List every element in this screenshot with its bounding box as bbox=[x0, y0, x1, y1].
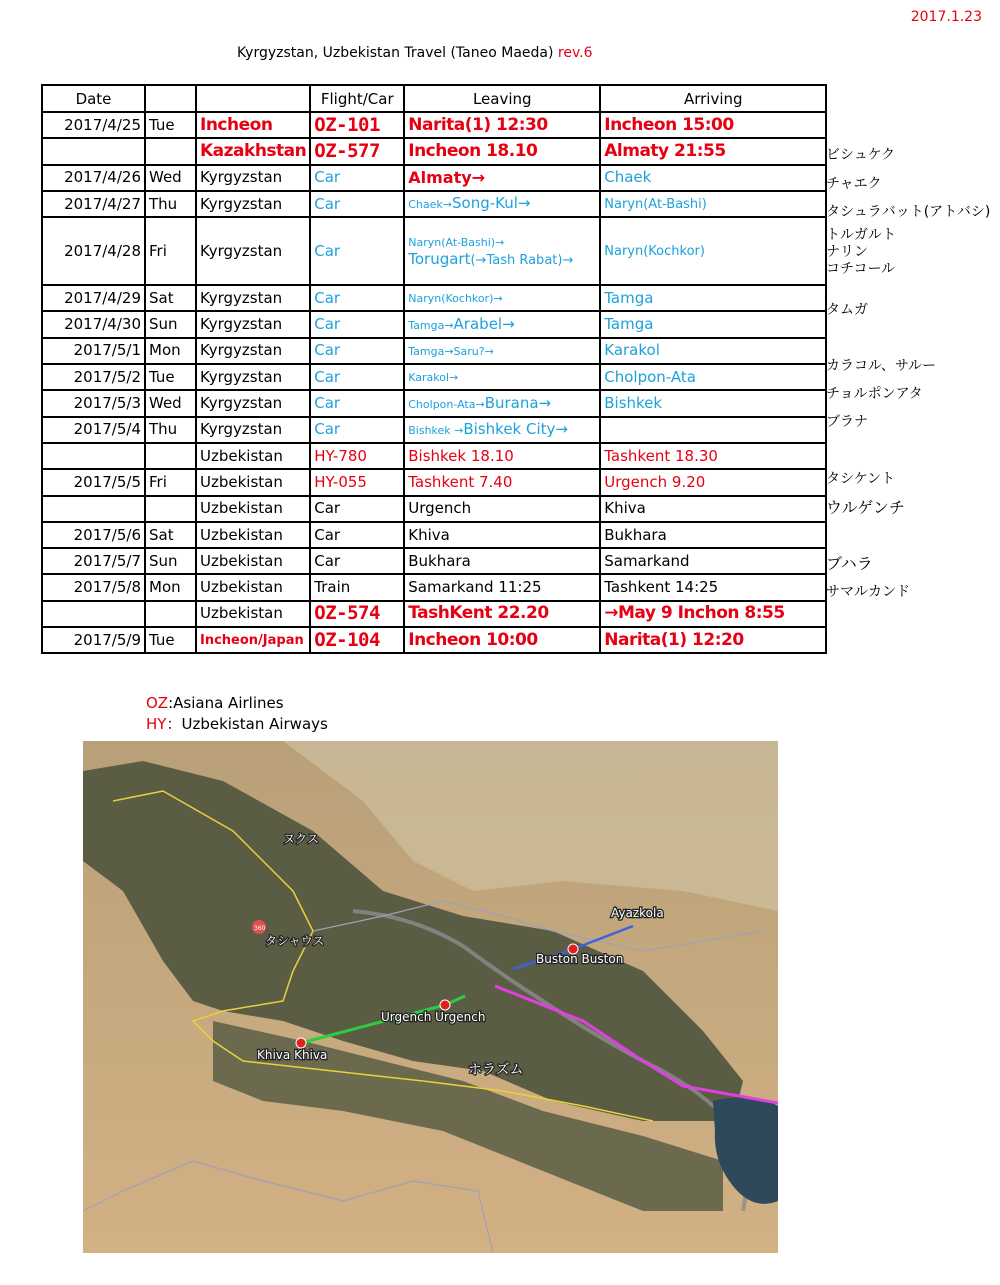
row-flight: Car bbox=[310, 217, 404, 285]
label-khorezm: ホラズム bbox=[468, 1062, 524, 1078]
row-date: 2017/4/29 bbox=[42, 285, 145, 311]
row-leaving: Bishkek 18.10 bbox=[404, 443, 600, 469]
row-date: 2017/4/26 bbox=[42, 165, 145, 191]
row-flight: Car bbox=[310, 522, 404, 548]
table-row bbox=[42, 390, 826, 416]
row-leaving bbox=[404, 217, 600, 285]
row-place: Kyrgyzstan bbox=[196, 417, 310, 443]
label-buston: Buston Buston bbox=[536, 952, 624, 966]
row-arriving: Urgench 9.20 bbox=[600, 469, 826, 495]
row-flight: Car bbox=[310, 496, 404, 522]
table-row bbox=[42, 191, 826, 217]
row-flight: Car bbox=[310, 364, 404, 390]
row-day: Tue bbox=[145, 112, 196, 138]
note-burana: ブラナ bbox=[826, 414, 868, 430]
label-dashoguz: タシャウス bbox=[265, 934, 325, 948]
leaving-large: Bishkek City→ bbox=[463, 419, 568, 438]
row-arriving: Tashkent 18.30 bbox=[600, 443, 826, 469]
table-row bbox=[42, 417, 826, 443]
leaving-line2b: (→Tash Rabat)→ bbox=[470, 252, 574, 268]
leaving-small: Karakol→ bbox=[408, 371, 459, 385]
legend-code: OZ bbox=[146, 694, 169, 712]
row-place: Kyrgyzstan bbox=[196, 285, 310, 311]
row-place: Kyrgyzstan bbox=[196, 217, 310, 285]
row-date: 2017/5/1 bbox=[42, 338, 145, 364]
row-day: Fri bbox=[145, 217, 196, 285]
row-date: 2017/5/7 bbox=[42, 548, 145, 574]
leaving-line1: Naryn(At-Bashi)→ bbox=[408, 235, 505, 249]
leaving-small: Tamga→ bbox=[408, 318, 454, 332]
header-leaving: Leaving bbox=[404, 85, 600, 112]
row-day: Tue bbox=[145, 627, 196, 653]
legend-sep: : bbox=[168, 694, 174, 712]
row-leaving: Narita(1) 12:30 bbox=[404, 112, 600, 138]
row-day: Mon bbox=[145, 338, 196, 364]
label-nukus: ヌクス bbox=[283, 832, 319, 846]
row-leaving bbox=[404, 417, 600, 443]
note-torugart: トルガルト bbox=[826, 227, 896, 243]
row-date: 2017/4/28 bbox=[42, 217, 145, 285]
row-arriving: Tashkent 14:25 bbox=[600, 574, 826, 600]
header-arriving: Arriving bbox=[600, 85, 826, 112]
row-arriving: Tamga bbox=[600, 311, 826, 337]
label-ayazkala: Ayazkola bbox=[611, 906, 664, 920]
table-row bbox=[42, 601, 826, 627]
row-day: Thu bbox=[145, 417, 196, 443]
note-samarkand: サマルカンド bbox=[826, 584, 910, 600]
header-date: Date bbox=[42, 85, 145, 112]
row-day: Thu bbox=[145, 191, 196, 217]
row-place: Uzbekistan bbox=[196, 574, 310, 600]
label-urgench: Urgench Urgench bbox=[381, 1010, 486, 1024]
row-date: 2017/5/8 bbox=[42, 574, 145, 600]
row-leaving bbox=[404, 338, 600, 364]
legend-item bbox=[146, 714, 328, 735]
leaving-small: Tamga→Saru?→ bbox=[408, 344, 494, 358]
leaving-large: Song-Kul→ bbox=[452, 194, 531, 213]
leaving-small: Naryn(Kochkor)→ bbox=[408, 292, 503, 306]
row-day: Wed bbox=[145, 390, 196, 416]
satellite-map bbox=[83, 741, 778, 1253]
leaving-large: Arabel→ bbox=[453, 314, 515, 333]
table-row bbox=[42, 285, 826, 311]
row-leaving: Almaty→ bbox=[404, 165, 600, 191]
note-urgench: ウルゲンチ bbox=[826, 498, 905, 517]
row-date: 2017/5/2 bbox=[42, 364, 145, 390]
row-day bbox=[145, 138, 196, 164]
row-flight: Car bbox=[310, 338, 404, 364]
row-flight: HY-055 bbox=[310, 469, 404, 495]
revision-label: rev.6 bbox=[557, 45, 593, 61]
row-leaving bbox=[404, 191, 600, 217]
row-leaving: TashKent 22.20 bbox=[404, 601, 600, 627]
row-date: 2017/5/6 bbox=[42, 522, 145, 548]
document-title bbox=[237, 45, 593, 61]
row-date: 2017/4/25 bbox=[42, 112, 145, 138]
row-place: Incheon/Japan bbox=[196, 627, 310, 653]
legend-item bbox=[146, 693, 328, 714]
legend-sep: ： bbox=[166, 715, 182, 733]
row-day: Fri bbox=[145, 469, 196, 495]
leaving-small: Chaek→ bbox=[408, 198, 452, 212]
row-day: Mon bbox=[145, 574, 196, 600]
airline-legend bbox=[146, 693, 328, 735]
table-row bbox=[42, 364, 826, 390]
row-arriving: Incheon 15:00 bbox=[600, 112, 826, 138]
row-place: Uzbekistan bbox=[196, 548, 310, 574]
row-day: Sat bbox=[145, 522, 196, 548]
row-place: Incheon bbox=[196, 112, 310, 138]
row-day: Tue bbox=[145, 364, 196, 390]
row-arriving: Almaty 21:55 bbox=[600, 138, 826, 164]
row-arriving: Cholpon-Ata bbox=[600, 364, 826, 390]
row-flight: Car bbox=[310, 191, 404, 217]
row-place: Uzbekistan bbox=[196, 522, 310, 548]
leaving-small: Bishkek → bbox=[408, 423, 464, 437]
schedule-table bbox=[41, 84, 827, 654]
row-flight: Train bbox=[310, 574, 404, 600]
row-place: Kyrgyzstan bbox=[196, 390, 310, 416]
table-row bbox=[42, 165, 826, 191]
row-day bbox=[145, 601, 196, 627]
legend-name: Uzbekistan Airways bbox=[181, 715, 328, 733]
row-place: Uzbekistan bbox=[196, 469, 310, 495]
note-kochkor: コチコール bbox=[826, 261, 896, 277]
row-flight: Car bbox=[310, 390, 404, 416]
table-row bbox=[42, 574, 826, 600]
row-leaving bbox=[404, 390, 600, 416]
note-bukhara: ブハラ bbox=[826, 554, 873, 573]
row-date: 2017/4/27 bbox=[42, 191, 145, 217]
row-leaving: Samarkand 11:25 bbox=[404, 574, 600, 600]
table-row bbox=[42, 138, 826, 164]
note-tashkent: タシケント bbox=[826, 471, 896, 487]
row-place: Kyrgyzstan bbox=[196, 191, 310, 217]
row-arriving: Samarkand bbox=[600, 548, 826, 574]
row-arriving: Karakol bbox=[600, 338, 826, 364]
row-date bbox=[42, 443, 145, 469]
row-flight: OZ-577 bbox=[310, 138, 404, 164]
row-flight: HY-780 bbox=[310, 443, 404, 469]
row-day: Sat bbox=[145, 285, 196, 311]
row-leaving: Tashkent 7.40 bbox=[404, 469, 600, 495]
table-row bbox=[42, 548, 826, 574]
note-bishkek: ビシュケク bbox=[826, 147, 896, 163]
note-naryn: ナリン bbox=[826, 244, 868, 260]
row-arriving: Bishkek bbox=[600, 390, 826, 416]
row-leaving bbox=[404, 285, 600, 311]
row-arriving: Narita(1) 12:20 bbox=[600, 627, 826, 653]
row-date: 2017/4/30 bbox=[42, 311, 145, 337]
row-flight: Car bbox=[310, 548, 404, 574]
row-leaving bbox=[404, 364, 600, 390]
row-date bbox=[42, 496, 145, 522]
leaving-large: Burana→ bbox=[484, 393, 552, 412]
row-day bbox=[145, 496, 196, 522]
table-row bbox=[42, 469, 826, 495]
title-text: Kyrgyzstan, Uzbekistan Travel (Taneo Maeda) bbox=[237, 45, 554, 61]
header-flight: Flight/Car bbox=[310, 85, 404, 112]
row-arriving: Bukhara bbox=[600, 522, 826, 548]
row-flight: OZ-574 bbox=[310, 601, 404, 627]
row-date bbox=[42, 138, 145, 164]
marker-urgench bbox=[440, 1000, 450, 1010]
row-date: 2017/5/3 bbox=[42, 390, 145, 416]
row-arriving: Naryn(Kochkor) bbox=[600, 217, 826, 285]
row-leaving: Urgench bbox=[404, 496, 600, 522]
table-row bbox=[42, 627, 826, 653]
row-date: 2017/5/9 bbox=[42, 627, 145, 653]
row-leaving: Incheon 18.10 bbox=[404, 138, 600, 164]
row-leaving: Khiva bbox=[404, 522, 600, 548]
row-place: Kyrgyzstan bbox=[196, 364, 310, 390]
row-flight: Car bbox=[310, 417, 404, 443]
row-flight: OZ-104 bbox=[310, 627, 404, 653]
row-date bbox=[42, 601, 145, 627]
marker-khiva bbox=[296, 1038, 306, 1048]
table-row bbox=[42, 217, 826, 285]
table-row bbox=[42, 496, 826, 522]
row-place: Uzbekistan bbox=[196, 496, 310, 522]
table-row bbox=[42, 338, 826, 364]
row-place: Kyrgyzstan bbox=[196, 165, 310, 191]
badge-360-label: 360 bbox=[254, 925, 266, 932]
legend-name: Asiana Airlines bbox=[173, 694, 284, 712]
row-date: 2017/5/5 bbox=[42, 469, 145, 495]
row-day bbox=[145, 443, 196, 469]
row-leaving: Bukhara bbox=[404, 548, 600, 574]
row-arriving: →May 9 Inchon 8:55 bbox=[600, 601, 826, 627]
row-flight: Car bbox=[310, 311, 404, 337]
row-arriving: Naryn(At-Bashi) bbox=[600, 191, 826, 217]
header-row bbox=[42, 85, 826, 112]
row-arriving: Chaek bbox=[600, 165, 826, 191]
row-place: Kazakhstan bbox=[196, 138, 310, 164]
row-place: Uzbekistan bbox=[196, 443, 310, 469]
table-row bbox=[42, 443, 826, 469]
row-arriving: Khiva bbox=[600, 496, 826, 522]
row-day: Wed bbox=[145, 165, 196, 191]
leaving-line2: Torugart bbox=[408, 249, 471, 268]
row-flight: OZ-101 bbox=[310, 112, 404, 138]
row-date: 2017/5/4 bbox=[42, 417, 145, 443]
note-tash-rabat: タシュラバット(アトバシ) bbox=[826, 204, 991, 220]
row-flight: Car bbox=[310, 285, 404, 311]
label-khiva: Khiva Khiva bbox=[257, 1048, 328, 1062]
legend-code: HY bbox=[146, 715, 167, 733]
row-place: Kyrgyzstan bbox=[196, 338, 310, 364]
row-place: Kyrgyzstan bbox=[196, 311, 310, 337]
row-leaving: Incheon 10:00 bbox=[404, 627, 600, 653]
row-day: Sun bbox=[145, 311, 196, 337]
header-place bbox=[196, 85, 310, 112]
row-flight: Car bbox=[310, 165, 404, 191]
header-day bbox=[145, 85, 196, 112]
note-karakol: カラコル、サルー bbox=[826, 358, 937, 374]
note-chaek: チャエク bbox=[826, 176, 882, 192]
table-row bbox=[42, 112, 826, 138]
row-leaving bbox=[404, 311, 600, 337]
document-date: 2017.1.23 bbox=[910, 9, 982, 25]
row-day: Sun bbox=[145, 548, 196, 574]
note-tamga: タムガ bbox=[826, 302, 868, 318]
note-cholpon-ata: チョルポンアタ bbox=[826, 386, 923, 402]
row-place: Uzbekistan bbox=[196, 601, 310, 627]
leaving-small: Cholpon-Ata→ bbox=[408, 397, 485, 411]
table-row bbox=[42, 522, 826, 548]
table-row bbox=[42, 311, 826, 337]
row-arriving bbox=[600, 417, 826, 443]
row-arriving: Tamga bbox=[600, 285, 826, 311]
